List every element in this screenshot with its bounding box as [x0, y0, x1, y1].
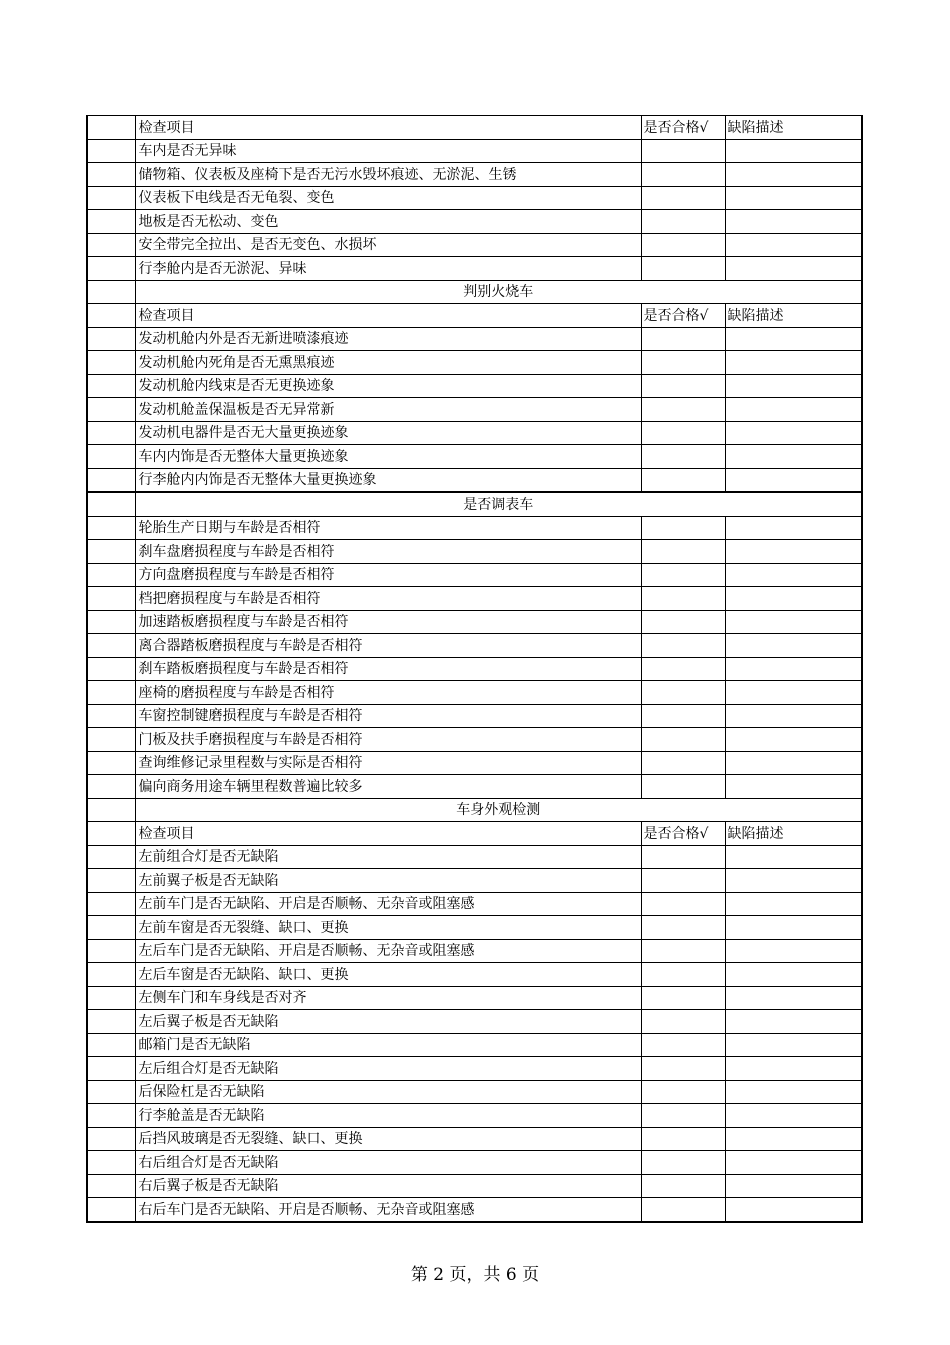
pass-cell[interactable]	[641, 1198, 725, 1222]
pass-cell[interactable]	[641, 257, 725, 281]
column-header-row	[87, 822, 862, 846]
defect-cell[interactable]	[725, 327, 862, 351]
section-title: 是否调表车	[135, 492, 862, 516]
check-item: 左前车门是否无缺陷、开启是否顺畅、无杂音或阻塞感	[135, 892, 641, 916]
check-item: 偏向商务用途车辆里程数普遍比较多	[135, 775, 641, 799]
pass-cell[interactable]	[641, 327, 725, 351]
table-row	[87, 916, 862, 940]
pass-cell[interactable]	[641, 398, 725, 422]
check-item: 发动机舱盖保温板是否无异常新	[135, 398, 641, 422]
defect-cell[interactable]	[725, 892, 862, 916]
row-margin-cell	[87, 916, 135, 940]
pass-cell[interactable]	[641, 892, 725, 916]
check-item: 左后车窗是否无缺陷、缺口、更换	[135, 963, 641, 987]
defect-cell[interactable]	[725, 563, 862, 587]
pass-cell[interactable]	[641, 1127, 725, 1151]
defect-cell[interactable]	[725, 704, 862, 728]
check-item: 安全带完全拉出、是否无变色、水损坏	[135, 233, 641, 257]
row-margin-cell	[87, 751, 135, 775]
section-title-row	[87, 280, 862, 304]
check-item: 左前翼子板是否无缺陷	[135, 869, 641, 893]
check-item: 地板是否无松动、变色	[135, 210, 641, 234]
row-margin-cell	[87, 327, 135, 351]
pass-cell[interactable]	[641, 210, 725, 234]
row-margin-cell	[87, 798, 135, 822]
check-item: 左前车窗是否无裂缝、缺口、更换	[135, 916, 641, 940]
table-row	[87, 186, 862, 210]
row-margin-cell	[87, 1104, 135, 1128]
table-row	[87, 210, 862, 234]
check-item: 发动机舱内死角是否无熏黑痕迹	[135, 351, 641, 375]
defect-cell[interactable]	[725, 657, 862, 681]
defect-cell[interactable]	[725, 939, 862, 963]
table-row	[87, 681, 862, 705]
table-row	[87, 540, 862, 564]
row-margin-cell	[87, 963, 135, 987]
row-margin-cell	[87, 421, 135, 445]
defect-cell[interactable]	[725, 516, 862, 540]
table-row	[87, 163, 862, 187]
defect-cell[interactable]	[725, 775, 862, 799]
table-row	[87, 1151, 862, 1175]
table-row	[87, 421, 862, 445]
defect-cell[interactable]	[725, 445, 862, 469]
pass-cell[interactable]	[641, 186, 725, 210]
column-header-row	[87, 304, 862, 328]
pass-cell[interactable]	[641, 1057, 725, 1081]
row-margin-cell	[87, 1033, 135, 1057]
pass-cell[interactable]	[641, 610, 725, 634]
row-margin-cell	[87, 492, 135, 516]
check-item: 查询维修记录里程数与实际是否相符	[135, 751, 641, 775]
check-item: 车内内饰是否无整体大量更换迹象	[135, 445, 641, 469]
defect-cell[interactable]	[725, 1104, 862, 1128]
pass-cell[interactable]	[641, 704, 725, 728]
check-item: 发动机舱内线束是否无更换迹象	[135, 374, 641, 398]
table-row	[87, 351, 862, 375]
pass-cell[interactable]	[641, 587, 725, 611]
table-row	[87, 704, 862, 728]
pass-cell[interactable]	[641, 986, 725, 1010]
check-item: 右后组合灯是否无缺陷	[135, 1151, 641, 1175]
section-title: 判别火烧车	[135, 280, 862, 304]
check-item: 仪表板下电线是否无龟裂、变色	[135, 186, 641, 210]
row-margin-cell	[87, 728, 135, 752]
pass-cell[interactable]	[641, 351, 725, 375]
row-margin-cell	[87, 280, 135, 304]
pass-cell[interactable]	[641, 563, 725, 587]
defect-cell[interactable]	[725, 210, 862, 234]
check-item: 行李舱盖是否无缺陷	[135, 1104, 641, 1128]
check-item: 左侧车门和车身线是否对齐	[135, 986, 641, 1010]
check-item: 发动机电器件是否无大量更换迹象	[135, 421, 641, 445]
check-item: 左后组合灯是否无缺陷	[135, 1057, 641, 1081]
table-row	[87, 939, 862, 963]
table-row	[87, 1057, 862, 1081]
defect-cell[interactable]	[725, 398, 862, 422]
table-row	[87, 1033, 862, 1057]
table-row	[87, 1104, 862, 1128]
pass-cell[interactable]	[641, 1033, 725, 1057]
pass-cell[interactable]	[641, 916, 725, 940]
pass-cell[interactable]	[641, 468, 725, 492]
defect-cell[interactable]	[725, 963, 862, 987]
table-row	[87, 445, 862, 469]
header-defect: 缺陷描述	[725, 116, 862, 140]
pass-cell[interactable]	[641, 939, 725, 963]
defect-cell[interactable]	[725, 374, 862, 398]
table-row	[87, 1198, 862, 1222]
defect-cell[interactable]	[725, 1174, 862, 1198]
table-row	[87, 963, 862, 987]
check-item: 行李舱内内饰是否无整体大量更换迹象	[135, 468, 641, 492]
check-item: 后挡风玻璃是否无裂缝、缺口、更换	[135, 1127, 641, 1151]
table-row	[87, 1080, 862, 1104]
row-margin-cell	[87, 516, 135, 540]
defect-cell[interactable]	[725, 1080, 862, 1104]
table-row	[87, 327, 862, 351]
pass-cell[interactable]	[641, 634, 725, 658]
table-row	[87, 610, 862, 634]
row-margin-cell	[87, 563, 135, 587]
defect-cell[interactable]	[725, 634, 862, 658]
pass-cell[interactable]	[641, 374, 725, 398]
table-row	[87, 775, 862, 799]
row-margin-cell	[87, 681, 135, 705]
defect-cell[interactable]	[725, 681, 862, 705]
row-margin-cell	[87, 657, 135, 681]
row-margin-cell	[87, 587, 135, 611]
check-item: 刹车盘磨损程度与车龄是否相符	[135, 540, 641, 564]
table-row	[87, 468, 862, 492]
table-row	[87, 374, 862, 398]
pass-cell[interactable]	[641, 681, 725, 705]
row-margin-cell	[87, 304, 135, 328]
header-pass: 是否合格√	[641, 304, 725, 328]
section-title-row	[87, 492, 862, 516]
row-margin-cell	[87, 822, 135, 846]
check-item: 档把磨损程度与车龄是否相符	[135, 587, 641, 611]
defect-cell[interactable]	[725, 1198, 862, 1222]
pass-cell[interactable]	[641, 869, 725, 893]
row-margin-cell	[87, 163, 135, 187]
check-item: 左前组合灯是否无缺陷	[135, 845, 641, 869]
column-header-row	[87, 116, 862, 140]
row-margin-cell	[87, 704, 135, 728]
check-item: 车内是否无异味	[135, 139, 641, 163]
table-row	[87, 657, 862, 681]
defect-cell[interactable]	[725, 587, 862, 611]
defect-cell[interactable]	[725, 869, 862, 893]
check-item: 邮箱门是否无缺陷	[135, 1033, 641, 1057]
row-margin-cell	[87, 634, 135, 658]
pass-cell[interactable]	[641, 516, 725, 540]
table-row	[87, 728, 862, 752]
table-row	[87, 1174, 862, 1198]
inspection-table	[86, 115, 863, 1223]
pass-cell[interactable]	[641, 421, 725, 445]
table-row	[87, 869, 862, 893]
defect-cell[interactable]	[725, 1127, 862, 1151]
row-margin-cell	[87, 1080, 135, 1104]
table-row	[87, 516, 862, 540]
row-margin-cell	[87, 1127, 135, 1151]
row-margin-cell	[87, 186, 135, 210]
table-row	[87, 892, 862, 916]
defect-cell[interactable]	[725, 139, 862, 163]
row-margin-cell	[87, 869, 135, 893]
row-margin-cell	[87, 775, 135, 799]
defect-cell[interactable]	[725, 468, 862, 492]
check-item: 离合器踏板磨损程度与车龄是否相符	[135, 634, 641, 658]
table-row	[87, 257, 862, 281]
row-margin-cell	[87, 540, 135, 564]
defect-cell[interactable]	[725, 1033, 862, 1057]
check-item: 储物箱、仪表板及座椅下是否无污水毁坏痕迹、无淤泥、生锈	[135, 163, 641, 187]
check-item: 方向盘磨损程度与车龄是否相符	[135, 563, 641, 587]
section-title: 车身外观检测	[135, 798, 862, 822]
row-margin-cell	[87, 116, 135, 140]
table-row	[87, 1010, 862, 1034]
check-item: 行李舱内是否无淤泥、异味	[135, 257, 641, 281]
check-item: 左后车门是否无缺陷、开启是否顺畅、无杂音或阻塞感	[135, 939, 641, 963]
table-row	[87, 563, 862, 587]
pass-cell[interactable]	[641, 963, 725, 987]
check-item: 轮胎生产日期与车龄是否相符	[135, 516, 641, 540]
check-item: 车窗控制键磨损程度与车龄是否相符	[135, 704, 641, 728]
header-defect: 缺陷描述	[725, 822, 862, 846]
pass-cell[interactable]	[641, 1080, 725, 1104]
row-margin-cell	[87, 1198, 135, 1222]
table-row	[87, 139, 862, 163]
defect-cell[interactable]	[725, 986, 862, 1010]
defect-cell[interactable]	[725, 1010, 862, 1034]
row-margin-cell	[87, 445, 135, 469]
header-pass: 是否合格√	[641, 822, 725, 846]
pass-cell[interactable]	[641, 1151, 725, 1175]
header-item: 检查项目	[135, 116, 641, 140]
header-item: 检查项目	[135, 304, 641, 328]
row-margin-cell	[87, 374, 135, 398]
pass-cell[interactable]	[641, 233, 725, 257]
inspection-table-body	[87, 116, 862, 1222]
table-row	[87, 986, 862, 1010]
defect-cell[interactable]	[725, 540, 862, 564]
row-margin-cell	[87, 845, 135, 869]
check-item: 门板及扶手磨损程度与车龄是否相符	[135, 728, 641, 752]
defect-cell[interactable]	[725, 233, 862, 257]
pass-cell[interactable]	[641, 1010, 725, 1034]
header-defect: 缺陷描述	[725, 304, 862, 328]
check-item: 加速踏板磨损程度与车龄是否相符	[135, 610, 641, 634]
row-margin-cell	[87, 610, 135, 634]
check-item: 刹车踏板磨损程度与车龄是否相符	[135, 657, 641, 681]
row-margin-cell	[87, 351, 135, 375]
pass-cell[interactable]	[641, 445, 725, 469]
check-item: 发动机舱内外是否无新进喷漆痕迹	[135, 327, 641, 351]
defect-cell[interactable]	[725, 845, 862, 869]
header-item: 检查项目	[135, 822, 641, 846]
pass-cell[interactable]	[641, 139, 725, 163]
table-row	[87, 398, 862, 422]
check-item: 右后车门是否无缺陷、开启是否顺畅、无杂音或阻塞感	[135, 1198, 641, 1222]
section-title-row	[87, 798, 862, 822]
row-margin-cell	[87, 1010, 135, 1034]
pass-cell[interactable]	[641, 163, 725, 187]
row-margin-cell	[87, 257, 135, 281]
row-margin-cell	[87, 1174, 135, 1198]
row-margin-cell	[87, 892, 135, 916]
check-item: 后保险杠是否无缺陷	[135, 1080, 641, 1104]
table-row	[87, 634, 862, 658]
defect-cell[interactable]	[725, 1151, 862, 1175]
row-margin-cell	[87, 468, 135, 492]
row-margin-cell	[87, 1151, 135, 1175]
row-margin-cell	[87, 939, 135, 963]
pass-cell[interactable]	[641, 1174, 725, 1198]
page-footer: 第 2 页，共 6 页	[410, 1265, 540, 1285]
defect-cell[interactable]	[725, 916, 862, 940]
row-margin-cell	[87, 139, 135, 163]
defect-cell[interactable]	[725, 610, 862, 634]
table-row	[87, 1127, 862, 1151]
pass-cell[interactable]	[641, 1104, 725, 1128]
check-item: 左后翼子板是否无缺陷	[135, 1010, 641, 1034]
defect-cell[interactable]	[725, 351, 862, 375]
row-margin-cell	[87, 986, 135, 1010]
defect-cell[interactable]	[725, 257, 862, 281]
pass-cell[interactable]	[641, 728, 725, 752]
row-margin-cell	[87, 398, 135, 422]
check-item: 座椅的磨损程度与车龄是否相符	[135, 681, 641, 705]
pass-cell[interactable]	[641, 845, 725, 869]
defect-cell[interactable]	[725, 163, 862, 187]
defect-cell[interactable]	[725, 751, 862, 775]
defect-cell[interactable]	[725, 728, 862, 752]
pass-cell[interactable]	[641, 540, 725, 564]
row-margin-cell	[87, 1057, 135, 1081]
defect-cell[interactable]	[725, 186, 862, 210]
pass-cell[interactable]	[641, 775, 725, 799]
table-row	[87, 233, 862, 257]
check-item: 右后翼子板是否无缺陷	[135, 1174, 641, 1198]
pass-cell[interactable]	[641, 657, 725, 681]
header-pass: 是否合格√	[641, 116, 725, 140]
row-margin-cell	[87, 210, 135, 234]
table-row	[87, 587, 862, 611]
table-row	[87, 845, 862, 869]
row-margin-cell	[87, 233, 135, 257]
defect-cell[interactable]	[725, 1057, 862, 1081]
defect-cell[interactable]	[725, 421, 862, 445]
table-row	[87, 751, 862, 775]
pass-cell[interactable]	[641, 751, 725, 775]
